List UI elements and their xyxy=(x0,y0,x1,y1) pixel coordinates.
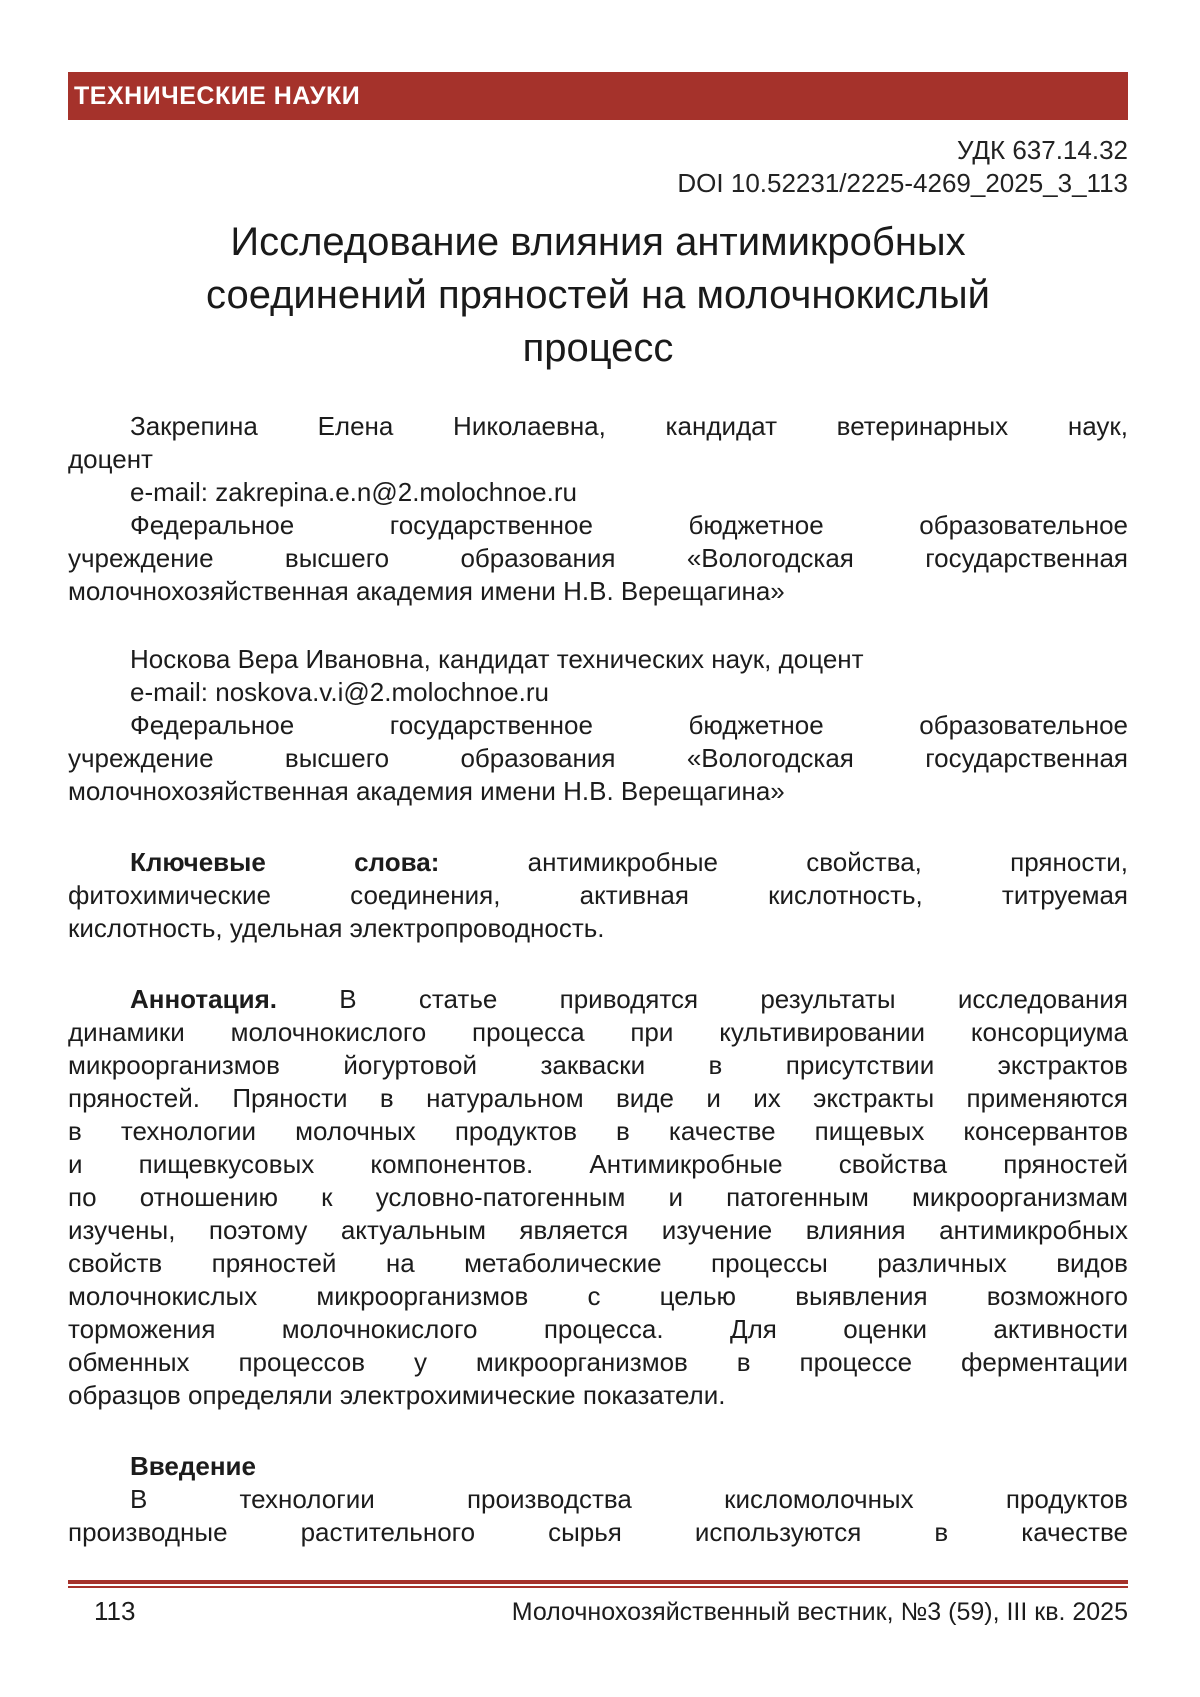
udc-line: УДК 637.14.32 xyxy=(957,135,1128,165)
introduction-heading: Введение xyxy=(130,1451,256,1481)
abstract-label: Аннотация. xyxy=(130,984,277,1014)
abstract-line: в технологии молочных продуктов в качестве пищевых консервантов xyxy=(68,1116,1128,1146)
affiliation-line: Федеральное государственное бюджетное образовательное xyxy=(130,710,1128,740)
author-email: e-mail: zakrepina.e.n@2.molochnoe.ru xyxy=(130,477,577,507)
author-name-line: Закрепина Елена Николаевна, кандидат ветеринарных наук, xyxy=(130,411,1128,441)
keywords-line: фитохимические соединения, активная кислотность, титруемая xyxy=(68,880,1128,910)
article-title xyxy=(68,216,1128,375)
abstract-line: молочнокислых микроорганизмов с целью выявления возможного xyxy=(68,1281,1128,1311)
keywords-first-line xyxy=(68,846,1128,879)
affiliation-line: учреждение высшего образования «Вологодская государственная xyxy=(68,743,1128,773)
abstract-line: пряностей. Пряности в натуральном виде и их экстракты применяются xyxy=(68,1083,1128,1113)
keywords-line: кислотность, удельная электропроводность. xyxy=(68,913,605,943)
abstract-line: по отношению к условно-патогенным и патогенным микроорганизмам xyxy=(68,1182,1128,1212)
title-line: Исследование влияния антимикробных xyxy=(230,220,966,264)
abstract-paragraph xyxy=(68,983,1128,1412)
keywords-label: Ключевые слова: xyxy=(130,847,440,877)
page-number: 113 xyxy=(94,1596,136,1626)
title-line: соединений пряностей на молочнокислый xyxy=(206,273,990,317)
author-name-line: доцент xyxy=(68,444,153,474)
author-block-2 xyxy=(68,643,1128,808)
abstract-line: и пищевкусовых компонентов. Антимикробные свойства пряностей xyxy=(68,1149,1128,1179)
abstract-line: образцов определяли электрохимические показатели. xyxy=(68,1380,726,1410)
affiliation-line: молочнохозяйственная академия имени Н.В. Верещагина» xyxy=(68,576,785,606)
author-name-line: Носкова Вера Ивановна, кандидат технических наук, доцент xyxy=(130,644,864,674)
abstract-line: микроорганизмов йогуртовой закваски в присутствии экстрактов xyxy=(68,1050,1128,1080)
section-label: ТЕХНИЧЕСКИЕ НАУКИ xyxy=(74,81,361,110)
title-line: процесс xyxy=(522,326,674,370)
introduction-paragraph xyxy=(68,1483,1128,1549)
author-email: e-mail: noskova.v.i@2.molochnoe.ru xyxy=(130,677,549,707)
footer-double-rule xyxy=(68,1580,1128,1588)
journal-info: Молочнохозяйственный вестник, №3 (59), III кв. 2025 xyxy=(511,1598,1128,1626)
keywords-text: антимикробные свойства, пряности, xyxy=(527,847,1128,877)
abstract-line: свойств пряностей на метаболические процессы различных видов xyxy=(68,1248,1128,1278)
page-footer xyxy=(68,1580,1128,1627)
page-content xyxy=(68,72,1128,1549)
affiliation-line: Федеральное государственное бюджетное образовательное xyxy=(130,510,1128,540)
section-header-bar xyxy=(68,72,1128,120)
doi-line: DOI 10.52231/2225-4269_2025_3_113 xyxy=(677,168,1128,198)
footer-row xyxy=(68,1596,1128,1627)
abstract-line: торможения молочнокислого процесса. Для оценки активности xyxy=(68,1314,1128,1344)
keywords-paragraph xyxy=(68,846,1128,945)
introduction-line: производные растительного сырья используются в качестве xyxy=(68,1517,1128,1547)
affiliation-line: учреждение высшего образования «Вологодская государственная xyxy=(68,543,1128,573)
introduction-line: В технологии производства кисломолочных продуктов xyxy=(130,1484,1128,1514)
abstract-line: динамики молочнокислого процесса при культивировании консорциума xyxy=(68,1017,1128,1047)
introduction-section xyxy=(68,1450,1128,1549)
author-block-1 xyxy=(68,410,1128,608)
affiliation-line: молочнохозяйственная академия имени Н.В. Верещагина» xyxy=(68,776,785,806)
article-meta xyxy=(68,134,1128,200)
abstract-first-line xyxy=(68,983,1128,1016)
abstract-text: В статье приводятся результаты исследования xyxy=(339,984,1128,1014)
abstract-line: изучены, поэтому актуальным является изучение влияния антимикробных xyxy=(68,1215,1128,1245)
abstract-line: обменных процессов у микроорганизмов в процессе ферментации xyxy=(68,1347,1128,1377)
